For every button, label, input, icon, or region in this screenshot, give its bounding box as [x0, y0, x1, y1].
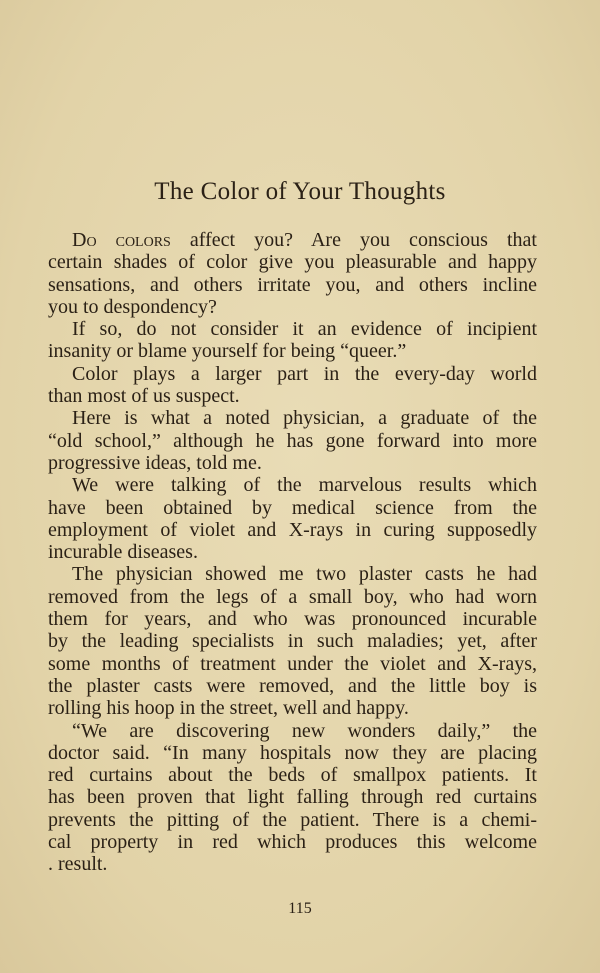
text-line: insanity or blame yourself for being “queer.”	[48, 340, 407, 363]
text-line: . result.	[48, 853, 108, 876]
paragraph-first-line: Color plays a larger part in the every-day world	[72, 362, 537, 385]
page-number: 115	[288, 900, 312, 917]
text-line: certain shades of color give you pleasurable and happy	[48, 251, 537, 274]
text-line: the plaster casts were removed, and the little boy is	[48, 674, 537, 697]
paragraph-first-line: If so, do not consider it an evidence of incipient	[72, 318, 537, 341]
text-line: red curtains about the beds of smallpox patients. It	[48, 764, 537, 787]
text-line: them for years, and who was pronounced incurable	[48, 608, 537, 631]
chapter-title: The Color of Your Thoughts	[154, 178, 446, 205]
paragraph-first-line: We were talking of the marvelous results which	[72, 474, 537, 497]
text-line: incurable diseases.	[48, 541, 198, 564]
text-line: removed from the legs of a small boy, who had worn	[48, 585, 537, 608]
paragraph-first-line: Here is what a noted physician, a graduate of the	[72, 407, 537, 430]
paragraph-first-line: “We are discovering new wonders daily,” the	[72, 719, 537, 742]
text-line: prevents the pitting of the patient. There is a chemi-	[48, 808, 537, 831]
text-line: “old school,” although he has gone forward into more	[48, 429, 537, 452]
opening-rest: affect you? Are you conscious that	[170, 229, 537, 251]
text-line: rolling his hoop in the street, well and happy.	[48, 697, 409, 720]
opening-smallcaps: Do colors	[72, 229, 171, 251]
text-line: doctor said. “In many hospitals now they are placing	[48, 741, 537, 764]
text-line: sensations, and others irritate you, and others incline	[48, 273, 537, 296]
chapter-body	[48, 229, 537, 876]
text-line: than most of us suspect.	[48, 385, 240, 408]
text-line	[48, 229, 537, 251]
text-line: have been obtained by medical science from the	[48, 496, 537, 519]
text-line: you to despondency?	[48, 295, 217, 318]
text-line: cal property in red which produces this welcome	[48, 831, 537, 854]
text-line: by the leading specialists in such maladies; yet, after	[48, 630, 537, 653]
paragraph-first-line: The physician showed me two plaster casts he had	[72, 563, 537, 586]
text-line: progressive ideas, told me.	[48, 451, 262, 474]
text-line: some months of treatment under the violet and X-rays,	[48, 652, 537, 675]
text-line: has been proven that light falling through red curtains	[48, 786, 537, 809]
text-line: employment of violet and X-rays in curing supposedly	[48, 518, 537, 541]
